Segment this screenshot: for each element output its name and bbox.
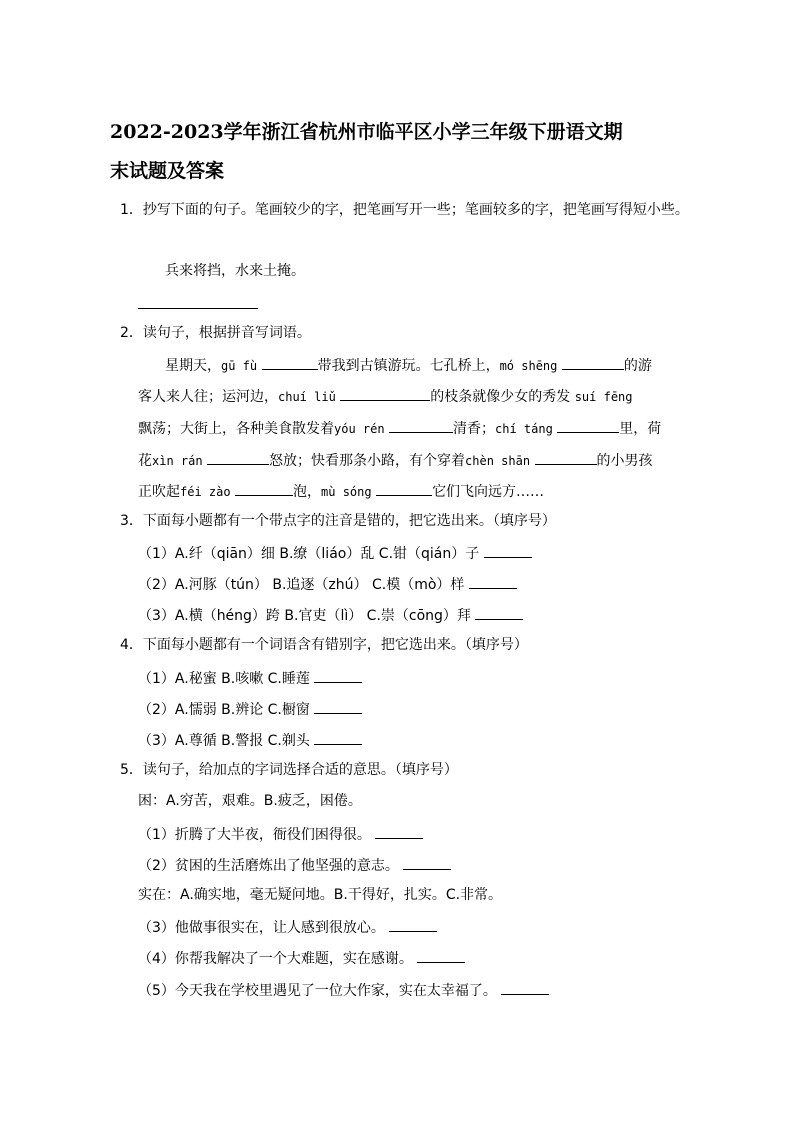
q2-line-3 [138,418,661,438]
q2-line-5 [138,481,544,501]
q2-text: 泡， [293,484,322,500]
answer-blank[interactable] [376,481,432,496]
q2-text: 的枝条就像少女的秀发 [430,389,571,405]
q2-text: 里，荷 [619,421,662,437]
pinyin: féi zào [180,485,231,499]
q2-text: 带我到古镇游玩。七孔桥上， [317,358,500,374]
q5-item [138,948,465,968]
answer-blank[interactable] [475,605,523,620]
q3-item [138,574,517,594]
q4-item [138,668,362,688]
q2-text: 的小男孩 [596,453,653,469]
q4-item [138,730,362,750]
q5-item-text: （2）贫困的生活磨炼出了他坚强的意志。 [138,858,399,874]
answer-blank[interactable] [207,450,269,465]
q2-text: 飘荡；大街上，各种美食散发着 [138,421,334,437]
pinyin: gū fù [221,359,258,373]
q2-line-2 [138,386,633,406]
answer-blank[interactable] [417,948,465,963]
q2-text: 正吹起 [138,484,180,500]
q2-text: 花 [138,453,152,469]
answer-blank[interactable] [235,481,293,496]
answer-blank[interactable] [314,699,362,714]
q3-item-text: （2）A.河豚（tún） B.追逐（zhú） C.模（mò）样 [138,577,465,593]
answer-blank[interactable] [389,418,453,433]
q3-item [138,605,523,625]
q1-stem: 1．抄写下面的句子。笔画较少的字，把笔画写开一些；笔画较多的字，把笔画写得短小些。 [120,202,689,218]
q5-item [138,980,549,1000]
q2-line-4 [138,450,653,470]
pinyin: xìn rán [152,454,203,468]
q5-item [138,824,423,844]
answer-blank[interactable] [403,855,451,870]
q3-item [138,543,532,563]
pinyin: chèn shān [465,454,531,468]
q2-text: 的游 [623,358,652,374]
q4-item [138,699,362,719]
q1-answer-line[interactable] [138,308,258,309]
q4-stem: 4．下面每小题都有一个词语含有错别字，把它选出来。（填序号） [120,637,528,653]
pinyin: mó shēng [499,359,558,373]
q3-item-text: （3）A.横（héng）跨 B.官吏（lì） C.崇（cōng）拜 [138,608,471,624]
q4-item-text: （3）A.尊循 B.警报 C.剃头 [138,733,310,749]
answer-blank[interactable] [340,386,430,401]
pinyin: chuí liǔ [278,390,336,404]
q3-stem: 3．下面每小题都有一个带点字的注音是错的，把它选出来。（填序号） [120,513,556,529]
answer-blank[interactable] [484,543,532,558]
q2-text: 星期天， [165,358,221,374]
q5-stem: 5．读句子，给加点的字词选择合适的意思。（填序号） [120,762,458,778]
q2-line-1 [165,355,652,375]
q5-item [138,855,451,875]
answer-blank[interactable] [557,418,619,433]
answer-blank[interactable] [389,917,437,932]
title-line-2: 末试题及答案 [110,160,225,182]
answer-blank[interactable] [562,355,624,370]
q2-text: 怒放；快看那条小路，有个穿着 [269,453,466,469]
q5-item-text: （3）他做事很实在，让人感到很放心。 [138,920,385,936]
q5-item-text: （4）你帮我解决了一个大难题，实在感谢。 [138,951,413,967]
answer-blank[interactable] [314,668,362,683]
answer-blank[interactable] [501,980,549,995]
q5-item-text: （5）今天我在学校里遇见了一位大作家，实在太幸福了。 [138,983,497,999]
answer-blank[interactable] [262,355,318,370]
q3-item-text: （1）A.纤（qiān）细 B.缭（liáo）乱 C.钳（qián）子 [138,546,480,562]
answer-blank[interactable] [375,824,423,839]
q4-item-text: （2）A.懦弱 B.辨论 C.橱窗 [138,702,310,718]
q5-item [138,917,437,937]
q5-definition-kun: 困：A.穷苦，艰难。B.疲乏，困倦。 [138,793,362,809]
q5-item-text: （1）折腾了大半夜，衙役们困得很。 [138,827,371,843]
q2-text: 客人来人往；运河边， [138,389,278,405]
title-line-1: 2022-2023学年浙江省杭州市临平区小学三年级下册语文期 [110,121,623,143]
q2-text: 它们飞向远方…… [432,484,545,500]
q4-item-text: （1）A.秘蜜 B.咳嗽 C.睡莲 [138,671,310,687]
q2-text: 清香； [453,421,496,437]
answer-blank[interactable] [314,730,362,745]
q2-stem: 2．读句子，根据拼音写词语。 [120,325,311,341]
pinyin: suí fēng [574,390,633,404]
pinyin: mù sóng [321,485,372,499]
pinyin: yóu rén [334,422,385,436]
q1-sentence: 兵来将挡，水来土掩。 [165,263,305,279]
q5-definition-shizai: 实在：A.确实地，毫无疑问地。B.干得好，扎实。C.非常。 [138,887,503,903]
pinyin: chí táng [495,422,553,436]
answer-blank[interactable] [535,450,597,465]
answer-blank[interactable] [469,574,517,589]
